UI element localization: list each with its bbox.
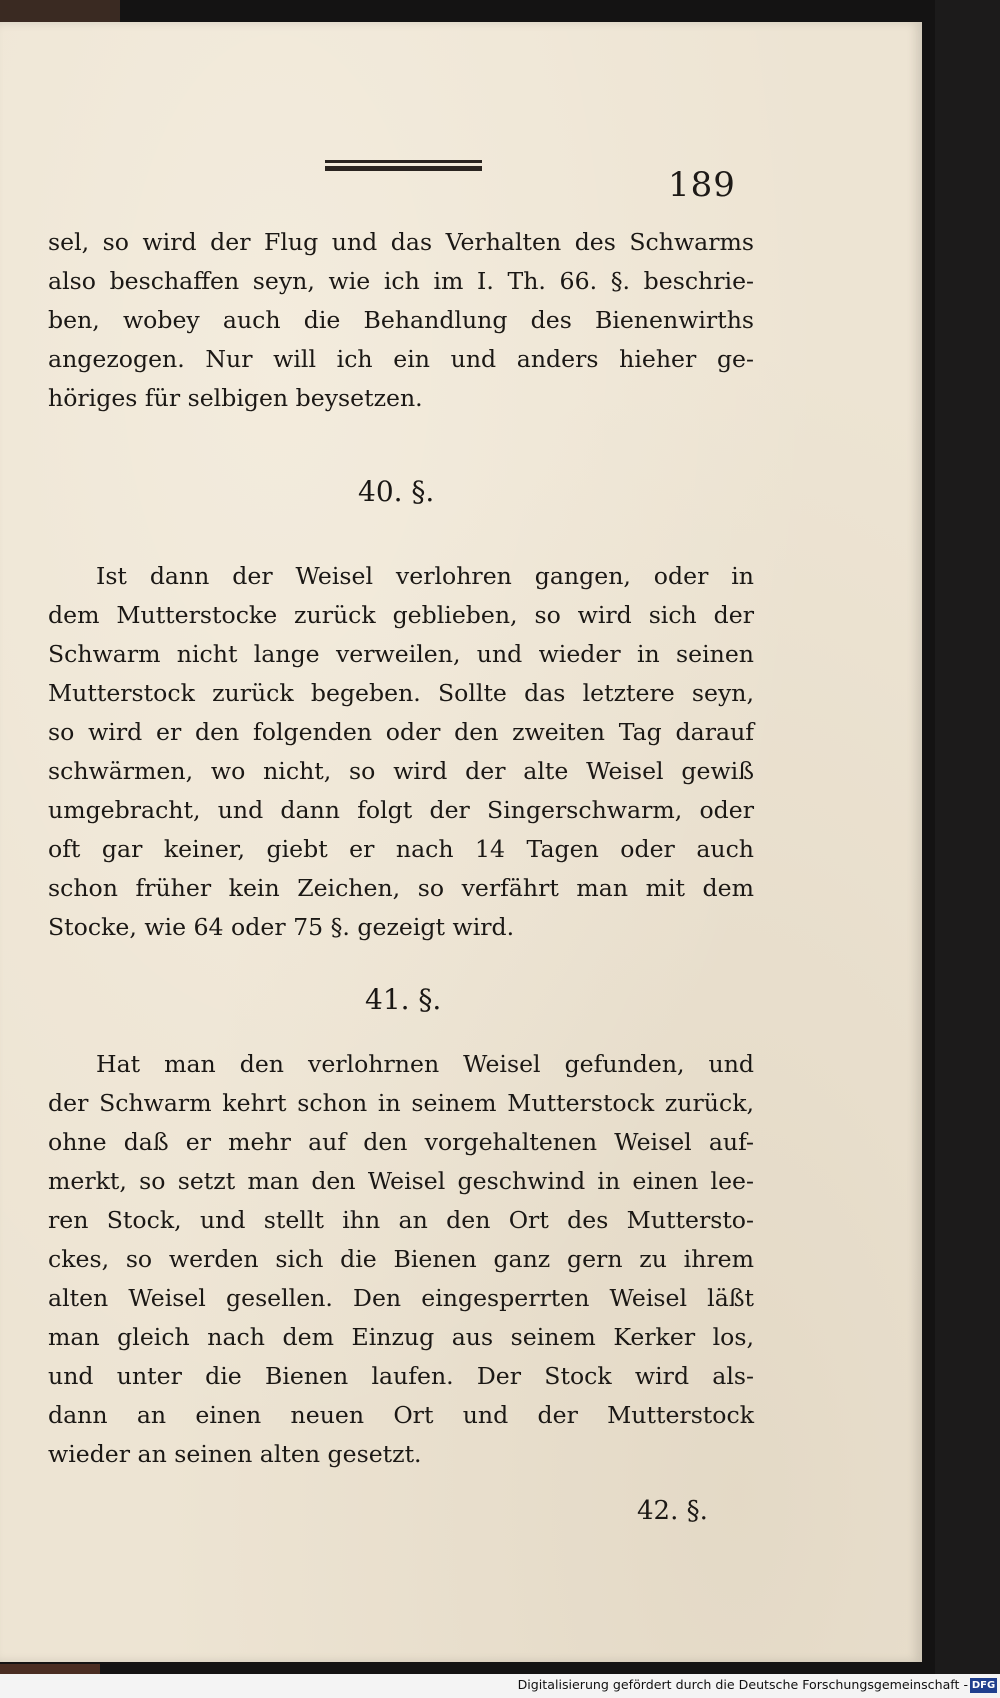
- text-line: so wird er den folgenden oder den zweiten Tag darauf: [48, 718, 754, 746]
- text-line: dann an einen neuen Ort und der Mutterstock: [48, 1401, 754, 1429]
- book-page: [0, 22, 922, 1662]
- text-line: schwärmen, wo nicht, so wird der alte Weisel gewiß: [48, 757, 754, 785]
- text-line: sel, so wird der Flug und das Verhalten des Schwarms: [48, 228, 754, 256]
- text-line: ren Stock, und stellt ihn an den Ort des Muttersto-: [48, 1206, 754, 1234]
- digitization-credit: Digitalisierung gefördert durch die Deutsche Forschungsgemeinschaft -: [517, 1677, 968, 1692]
- page-number: 189: [668, 165, 736, 205]
- text-line: Hat man den verlohrnen Weisel gefunden, und: [96, 1050, 754, 1078]
- text-line: dem Mutterstocke zurück geblieben, so wird sich der: [48, 601, 754, 629]
- text-line: Mutterstock zurück begeben. Sollte das letztere seyn,: [48, 679, 754, 707]
- text-line: umgebracht, und dann folgt der Singerschwarm, oder: [48, 796, 754, 824]
- dfg-logo: DFG: [971, 1680, 996, 1691]
- text-line: ben, wobey auch die Behandlung des Bienenwirths: [48, 306, 754, 334]
- text-line: und unter die Bienen laufen. Der Stock wird als-: [48, 1362, 754, 1390]
- section-heading: 40. §.: [358, 475, 435, 508]
- section-heading: 41. §.: [365, 983, 442, 1016]
- spine-edge-bottom: [0, 1664, 100, 1674]
- text-line: man gleich nach dem Einzug aus seinem Kerker los,: [48, 1323, 754, 1351]
- text-line: alten Weisel gesellen. Den eingesperrten Weisel läßt: [48, 1284, 754, 1312]
- text-line: Ist dann der Weisel verlohren gangen, oder in: [96, 562, 754, 590]
- text-line: Schwarm nicht lange verweilen, und wieder in seinen: [48, 640, 754, 668]
- text-line: wieder an seinen alten gesetzt.: [48, 1440, 422, 1468]
- text-line: oft gar keiner, giebt er nach 14 Tagen oder auch: [48, 835, 754, 863]
- cover-edge-right: [935, 0, 1000, 1680]
- catchword: 42. §.: [637, 1496, 708, 1526]
- text-line: ckes, so werden sich die Bienen ganz gern zu ihrem: [48, 1245, 754, 1273]
- footer-bar: [0, 1674, 1000, 1698]
- text-line: der Schwarm kehrt schon in seinem Mutterstock zurück,: [48, 1089, 754, 1117]
- text-line: höriges für selbigen beysetzen.: [48, 384, 423, 412]
- text-line: ohne daß er mehr auf den vorgehaltenen Weisel auf-: [48, 1128, 754, 1156]
- text-line: merkt, so setzt man den Weisel geschwind in einen lee-: [48, 1167, 754, 1195]
- spine-edge-top: [0, 0, 120, 22]
- text-line: also beschaffen seyn, wie ich im I. Th. 66. §. beschrie-: [48, 267, 754, 295]
- header-ornament-rule: [325, 160, 482, 172]
- text-line: Stocke, wie 64 oder 75 §. gezeigt wird.: [48, 913, 515, 941]
- text-line: schon früher kein Zeichen, so verfährt man mit dem: [48, 874, 754, 902]
- text-line: angezogen. Nur will ich ein und anders hieher ge-: [48, 345, 754, 373]
